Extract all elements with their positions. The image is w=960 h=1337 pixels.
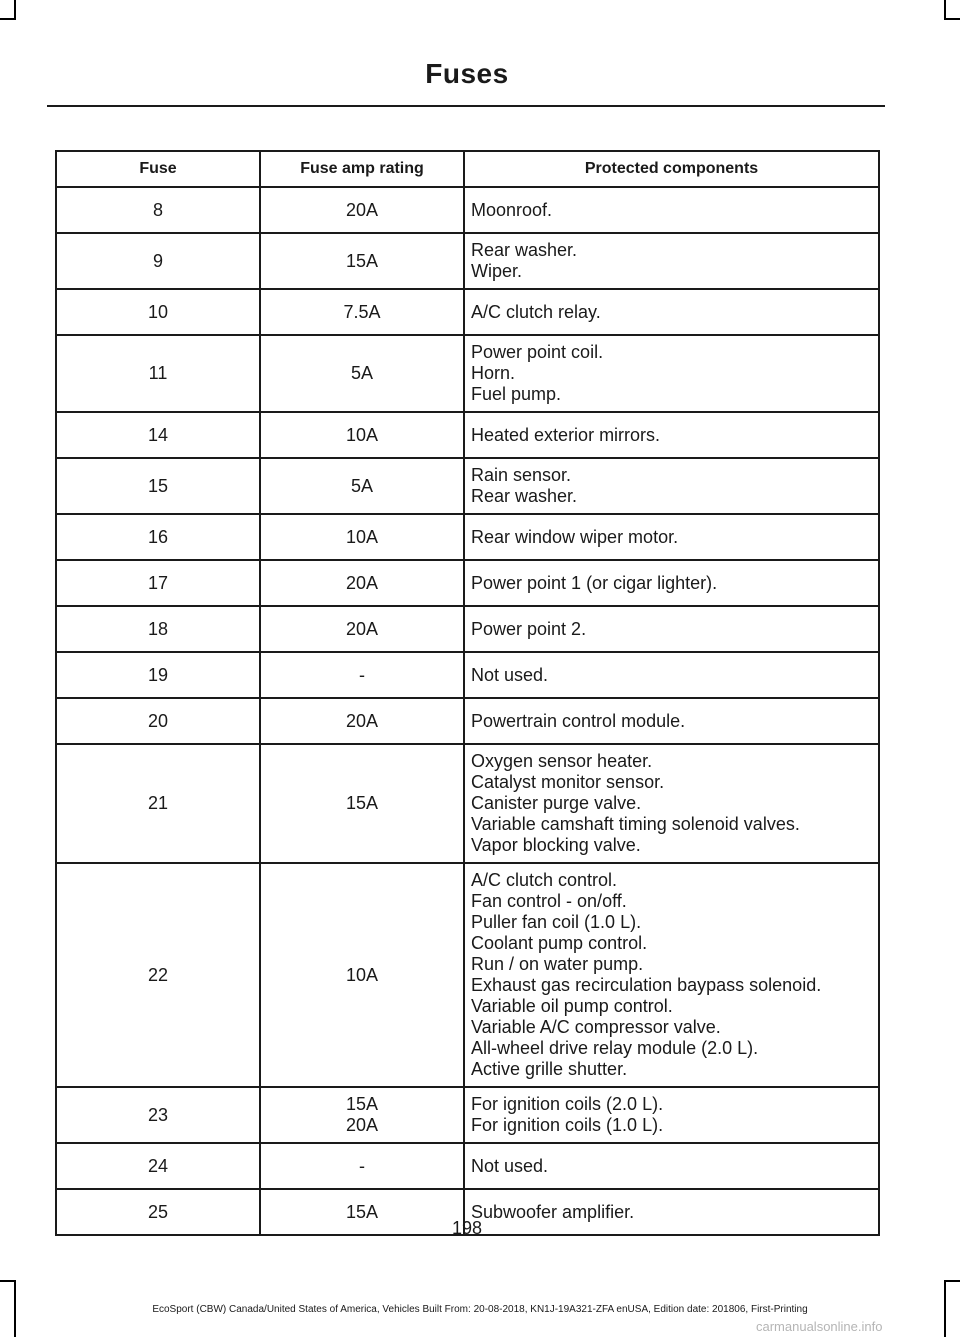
fuse-number: 23 — [56, 1087, 260, 1143]
component-item: Catalyst monitor sensor. — [471, 772, 665, 792]
component-item: Power point coil. — [471, 342, 604, 362]
fuse-number: 20 — [56, 698, 260, 744]
fuse-amp-rating — [260, 863, 464, 1087]
component-item: For ignition coils (1.0 L). — [471, 1115, 664, 1135]
amp-value: 20A — [345, 710, 379, 731]
amp-value: 20A — [345, 572, 379, 593]
header-rule — [47, 105, 885, 107]
table-row — [56, 412, 879, 458]
fuse-number: 9 — [56, 233, 260, 289]
component-item: Heated exterior mirrors. — [471, 424, 661, 445]
component-item: A/C clutch control. — [471, 870, 618, 890]
amp-value: 10A — [345, 526, 379, 547]
component-item: Fan control - on/off. — [471, 891, 627, 911]
component-item: Puller fan coil (1.0 L). — [471, 912, 642, 932]
table-row — [56, 652, 879, 698]
component-item: Rain sensor. — [471, 465, 572, 485]
amp-value: 15A — [345, 250, 379, 271]
protected-components — [464, 335, 879, 412]
table-row — [56, 560, 879, 606]
fuse-amp-rating — [260, 289, 464, 335]
fuse-amp-rating — [260, 458, 464, 514]
amp-value: 15A — [345, 1094, 379, 1114]
amp-value: 20A — [345, 618, 379, 639]
fuse-amp-rating — [260, 560, 464, 606]
protected-components — [464, 1087, 879, 1143]
page-footer: EcoSport (CBW) Canada/United States of America, Vehicles Built From: 20-08-2018, KN1J-19A321-ZFA enUSA, Edition date: 201806, First-Printing — [152, 1304, 808, 1315]
component-item: Rear washer. — [471, 240, 578, 260]
protected-components — [464, 863, 879, 1087]
table-row — [56, 1143, 879, 1189]
protected-components — [464, 412, 879, 458]
component-item: Not used. — [471, 664, 549, 685]
component-item: A/C clutch relay. — [471, 301, 601, 322]
table-row — [56, 698, 879, 744]
component-item: Moonroof. — [471, 199, 553, 220]
component-item: Power point 2. — [471, 618, 587, 639]
component-item: Coolant pump control. — [471, 933, 648, 953]
component-item: For ignition coils (2.0 L). — [471, 1094, 664, 1114]
component-item: Rear washer. — [471, 486, 578, 506]
protected-components — [464, 744, 879, 863]
crop-mark — [944, 0, 946, 20]
fuse-number: 21 — [56, 744, 260, 863]
fuse-number: 15 — [56, 458, 260, 514]
page-number: 198 — [451, 1218, 483, 1238]
fuse-amp-rating — [260, 233, 464, 289]
protected-components — [464, 187, 879, 233]
amp-value: 15A — [345, 1201, 379, 1222]
fuse-amp-rating — [260, 652, 464, 698]
crop-mark — [944, 1280, 960, 1282]
component-item: Vapor blocking valve. — [471, 835, 641, 855]
amp-value: 10A — [345, 424, 379, 445]
component-item: Active grille shutter. — [471, 1059, 628, 1079]
header-amp-rating: Fuse amp rating — [260, 151, 464, 187]
amp-value: - — [359, 664, 365, 685]
crop-mark — [14, 0, 16, 20]
fuse-number: 18 — [56, 606, 260, 652]
fuse-amp-rating — [260, 335, 464, 412]
component-item: Rear window wiper motor. — [471, 526, 679, 547]
component-item: Canister purge valve. — [471, 793, 642, 813]
table-row — [56, 233, 879, 289]
fuse-number: 14 — [56, 412, 260, 458]
fuse-amp-rating — [260, 187, 464, 233]
crop-mark — [0, 1280, 16, 1282]
fuse-amp-rating — [260, 606, 464, 652]
fuse-number: 11 — [56, 335, 260, 412]
protected-components — [464, 560, 879, 606]
protected-components — [464, 652, 879, 698]
table-header-row — [56, 151, 879, 187]
component-item: Power point 1 (or cigar lighter). — [471, 572, 718, 593]
amp-value: 20A — [345, 1115, 379, 1135]
fuse-table-body — [56, 187, 879, 1235]
table-row — [56, 289, 879, 335]
fuse-number: 8 — [56, 187, 260, 233]
crop-mark — [944, 18, 960, 20]
amp-value: 10A — [345, 964, 379, 985]
fuse-amp-rating — [260, 1087, 464, 1143]
component-item: Oxygen sensor heater. — [471, 751, 653, 771]
protected-components — [464, 606, 879, 652]
amp-value: 15A — [345, 793, 379, 813]
header-fuse: Fuse — [56, 151, 260, 187]
table-row — [56, 1087, 879, 1143]
component-item: Not used. — [471, 1155, 549, 1176]
fuse-amp-rating — [260, 514, 464, 560]
protected-components — [464, 1143, 879, 1189]
fuse-amp-rating — [260, 698, 464, 744]
component-item: All-wheel drive relay module (2.0 L). — [471, 1038, 759, 1058]
component-item: Variable A/C compressor valve. — [471, 1017, 721, 1037]
table-row — [56, 514, 879, 560]
fuse-number: 24 — [56, 1143, 260, 1189]
fuse-number: 22 — [56, 863, 260, 1087]
table-row — [56, 458, 879, 514]
watermark: carmanualsonline.info — [756, 1319, 883, 1334]
fuse-number: 10 — [56, 289, 260, 335]
fuse-number: 19 — [56, 652, 260, 698]
table-row — [56, 187, 879, 233]
component-item: Exhaust gas recirculation baypass solenoid. — [471, 975, 822, 995]
protected-components — [464, 289, 879, 335]
component-item: Horn. — [471, 363, 516, 383]
protected-components — [464, 698, 879, 744]
component-item: Variable oil pump control. — [471, 996, 673, 1016]
component-item: Fuel pump. — [471, 384, 562, 404]
fuse-amp-rating — [260, 1143, 464, 1189]
component-item: Powertrain control module. — [471, 710, 686, 731]
amp-value: 5A — [350, 475, 374, 496]
fuse-number: 25 — [56, 1189, 260, 1235]
fuse-number: 16 — [56, 514, 260, 560]
fuse-amp-rating — [260, 744, 464, 863]
amp-value: - — [359, 1155, 365, 1176]
component-item: Variable camshaft timing solenoid valves. — [471, 814, 800, 834]
page-title: Fuses — [425, 58, 509, 89]
protected-components — [464, 514, 879, 560]
header-protected-components: Protected components — [464, 151, 879, 187]
amp-value: 5A — [350, 363, 374, 383]
table-row — [56, 744, 879, 863]
fuse-table — [55, 150, 880, 1236]
fuse-amp-rating — [260, 412, 464, 458]
component-item: Subwoofer amplifier. — [471, 1201, 635, 1222]
table-row — [56, 606, 879, 652]
component-item: Run / on water pump. — [471, 954, 644, 974]
fuse-number: 17 — [56, 560, 260, 606]
protected-components — [464, 458, 879, 514]
amp-value: 20A — [345, 199, 379, 220]
component-item: Wiper. — [471, 261, 523, 281]
table-row — [56, 863, 879, 1087]
table-row — [56, 335, 879, 412]
crop-mark — [0, 18, 16, 20]
protected-components — [464, 233, 879, 289]
amp-value: 7.5A — [343, 301, 381, 322]
